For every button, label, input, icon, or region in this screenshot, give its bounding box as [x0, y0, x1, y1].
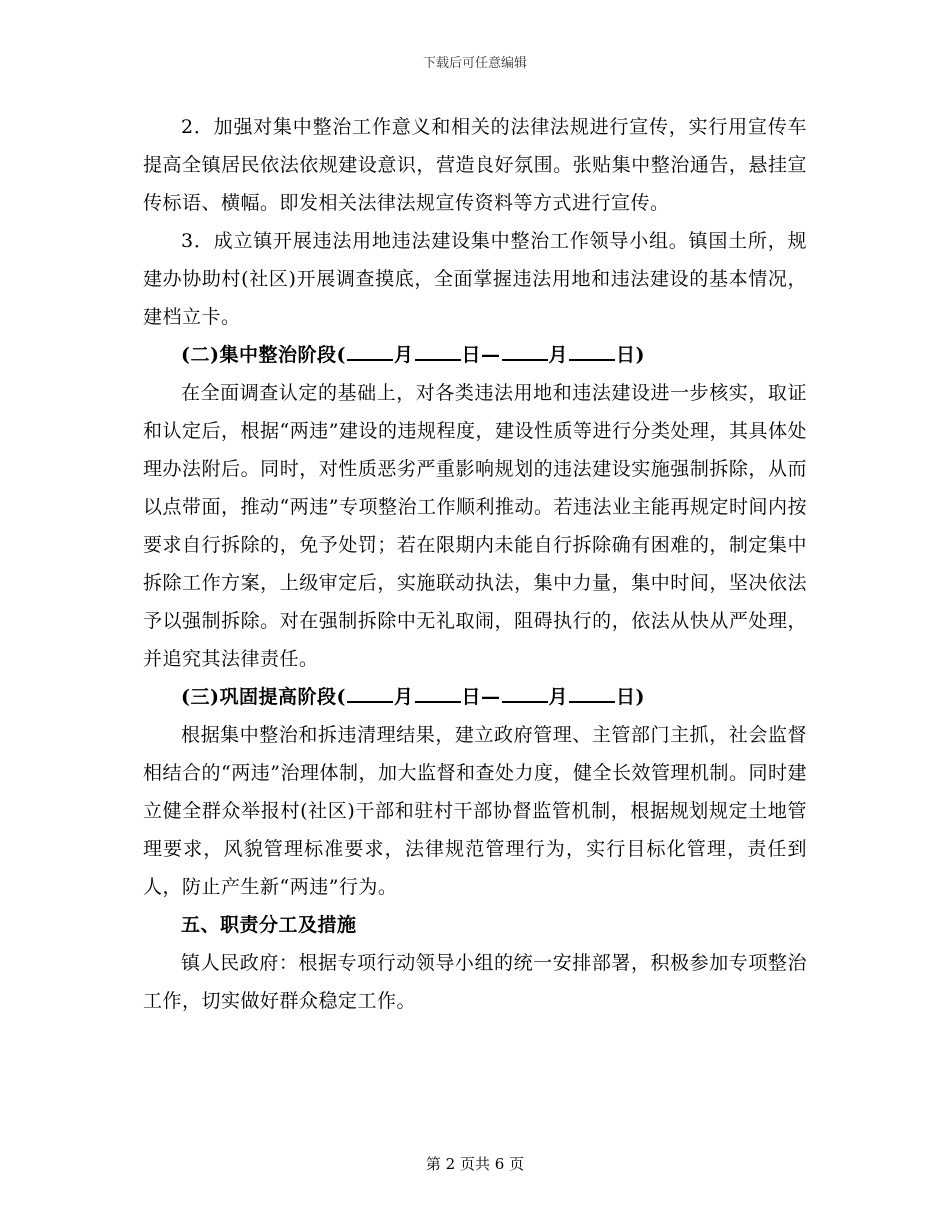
heading-phase-three: [143, 678, 807, 716]
heading-phase-three-title: (三)巩固提高阶段(: [181, 686, 346, 708]
date-blank: [502, 683, 548, 703]
date-blank: [415, 683, 461, 703]
paragraph-publicity: 2．加强对集中整治工作意义和相关的法律法规进行宣传，实行用宣传车提高全镇居民依法依规建设意识，营造良好氛围。张贴集中整治通告，悬挂宣传标语、横幅。即发相关法律法规宣传资料等方式进行宣传。: [143, 116, 807, 214]
heading-phase-two: [143, 336, 807, 374]
date-day-label: 日—: [461, 344, 501, 366]
date-blank: [347, 683, 393, 703]
heading-responsibilities: 五、职责分工及措施: [181, 914, 357, 936]
date-month-label: 月: [548, 686, 569, 708]
paragraph-concentrated-rectification: 在全面调查认定的基础上，对各类违法用地和违法建设进一步核实，取证和认定后，根据“两违”建设的违规程度，建设性质等进行分类处理，其具体处理办法附后。同时，对性质恶劣严重影响规划的违法建设实施强制拆除，从而以点带面，推动“两违”专项整治工作顺利推动。若违法业主能再规定时间内按要求自行拆除的，免予处罚；若在限期内未能自行拆除确有困难的，制定集中拆除工作方案，上级审定后，实施联动执法，集中力量，集中时间，坚决依法予以强制拆除。对在强制拆除中无礼取闹，阻碍执行的，依法从快从严处理，并追究其法律责任。: [143, 382, 807, 670]
page-header: 下载后可任意编辑: [422, 56, 527, 71]
paragraph-town-government: 镇人民政府：根据专项行动领导小组的统一安排部署，积极参加专项整治工作，切实做好群众稳定工作。: [143, 952, 807, 1012]
paragraph-consolidation: 根据集中整治和拆违清理结果，建立政府管理、主管部门主抓，社会监督相结合的“两违”治理体制，加大监督和查处力度，健全长效管理机制。同时建立健全群众举报村(社区)干部和驻村干部协督监管机制，根据规划规定土地管理要求，风貌管理标准要求，法律规范管理行为，实行目标化管理，责任到人，防止产生新“两违”行为。: [143, 724, 807, 898]
page-number: 第 2 页共 6 页: [425, 1155, 525, 1173]
date-blank: [569, 341, 615, 361]
date-month-label: 月: [393, 344, 414, 366]
paragraph-leading-group: 3．成立镇开展违法用地违法建设集中整治工作领导小组。镇国土所，规建办协助村(社区)开展调查摸底，全面掌握违法用地和违法建设的基本情况，建档立卡。: [143, 230, 807, 328]
date-blank: [347, 341, 393, 361]
date-day-label: 日): [616, 686, 646, 708]
date-month-label: 月: [548, 344, 569, 366]
date-day-label: 日—: [461, 686, 501, 708]
date-month-label: 月: [393, 686, 414, 708]
heading-phase-two-title: (二)集中整治阶段(: [181, 344, 346, 366]
document-body: [143, 108, 807, 1020]
date-blank: [502, 341, 548, 361]
date-day-label: 日): [616, 344, 646, 366]
date-blank: [569, 683, 615, 703]
date-blank: [415, 341, 461, 361]
